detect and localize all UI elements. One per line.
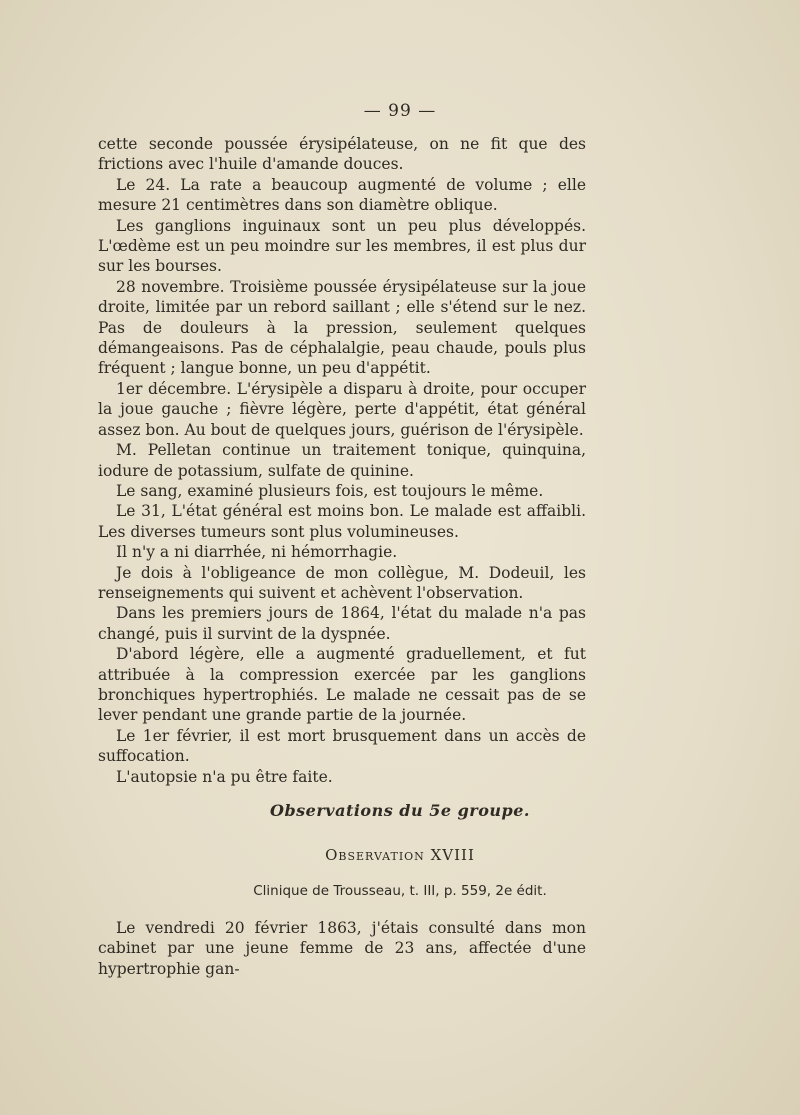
paragraph: Dans les premiers jours de 1864, l'état du malade n'a pas changé, puis il survint de la dyspnée.	[98, 604, 586, 643]
paragraph: Les ganglions inguinaux sont un peu plus développés. L'œdème est un peu moindre sur les membres, il est plus dur sur les bourses.	[98, 216, 586, 276]
opening-text	[98, 918, 586, 979]
paragraph: Il n'y a ni diarrhée, ni hémorrhagie.	[116, 543, 398, 562]
page-number: — 99 —	[363, 101, 437, 121]
paragraph: Le 31, L'état général est moins bon. Le malade est affaibli. Les diverses tumeurs sont plus volumineuses.	[98, 502, 586, 541]
body-text	[98, 134, 586, 787]
section-heading: Observations du 5e groupe.	[270, 801, 530, 820]
paragraph: Le sang, examiné plusieurs fois, est toujours le même.	[116, 481, 544, 500]
observation-title: Observation XVIII	[325, 846, 475, 864]
paragraph: Le vendredi 20 février 1863, j'étais consulté dans mon cabinet par une jeune femme de 23 ans, affectée d'une hypertrophie gan-	[98, 919, 586, 978]
paragraph: Le 1er février, il est mort brusquement dans un accès de suffocation.	[98, 726, 586, 766]
paragraph: cette seconde poussée érysipélateuse, on ne fit que des frictions avec l'huile d'amande douces.	[98, 135, 586, 174]
paragraph: 1er décembre. L'érysipèle a disparu à droite, pour occuper la joue gauche ; fièvre légère, perte d'appétit, état général assez bon. Au bout de quelques jours, guérison de l'érysipèle.	[98, 379, 586, 439]
paragraph: 28 novembre. Troisième poussée érysipélateuse sur la joue droite, limitée par un rebord saillant ; elle s'étend sur le nez. Pas de douleurs à la pression, seulement quelques démangeaisons. Pas de céphalalgie, peau chaude, pouls plus fréquent ; langue bonne, un peu d'appétit.	[98, 277, 586, 378]
paragraph: Le 24. La rate a beaucoup augmenté de volume ; elle mesure 21 centimètres dans son diamètre oblique.	[98, 175, 586, 215]
paragraph: D'abord légère, elle a augmenté graduellement, et fut attribuée à la compression exercée par les ganglions bronchiques hypertrophiés. Le malade ne cessait pas de se lever pendant une grande partie de la journée.	[98, 645, 586, 725]
paragraph: M. Pelletan continue un traitement tonique, quinquina, iodure de potassium, sulfate de quinine.	[98, 441, 586, 480]
source-citation: Clinique de Trousseau, t. III, p. 559, 2e édit.	[253, 883, 547, 899]
paragraph: Je dois à l'obligeance de mon collègue, M. Dodeuil, les renseignements qui suivent et achèvent l'observation.	[98, 563, 586, 602]
paragraph: L'autopsie n'a pu être faite.	[116, 767, 333, 786]
